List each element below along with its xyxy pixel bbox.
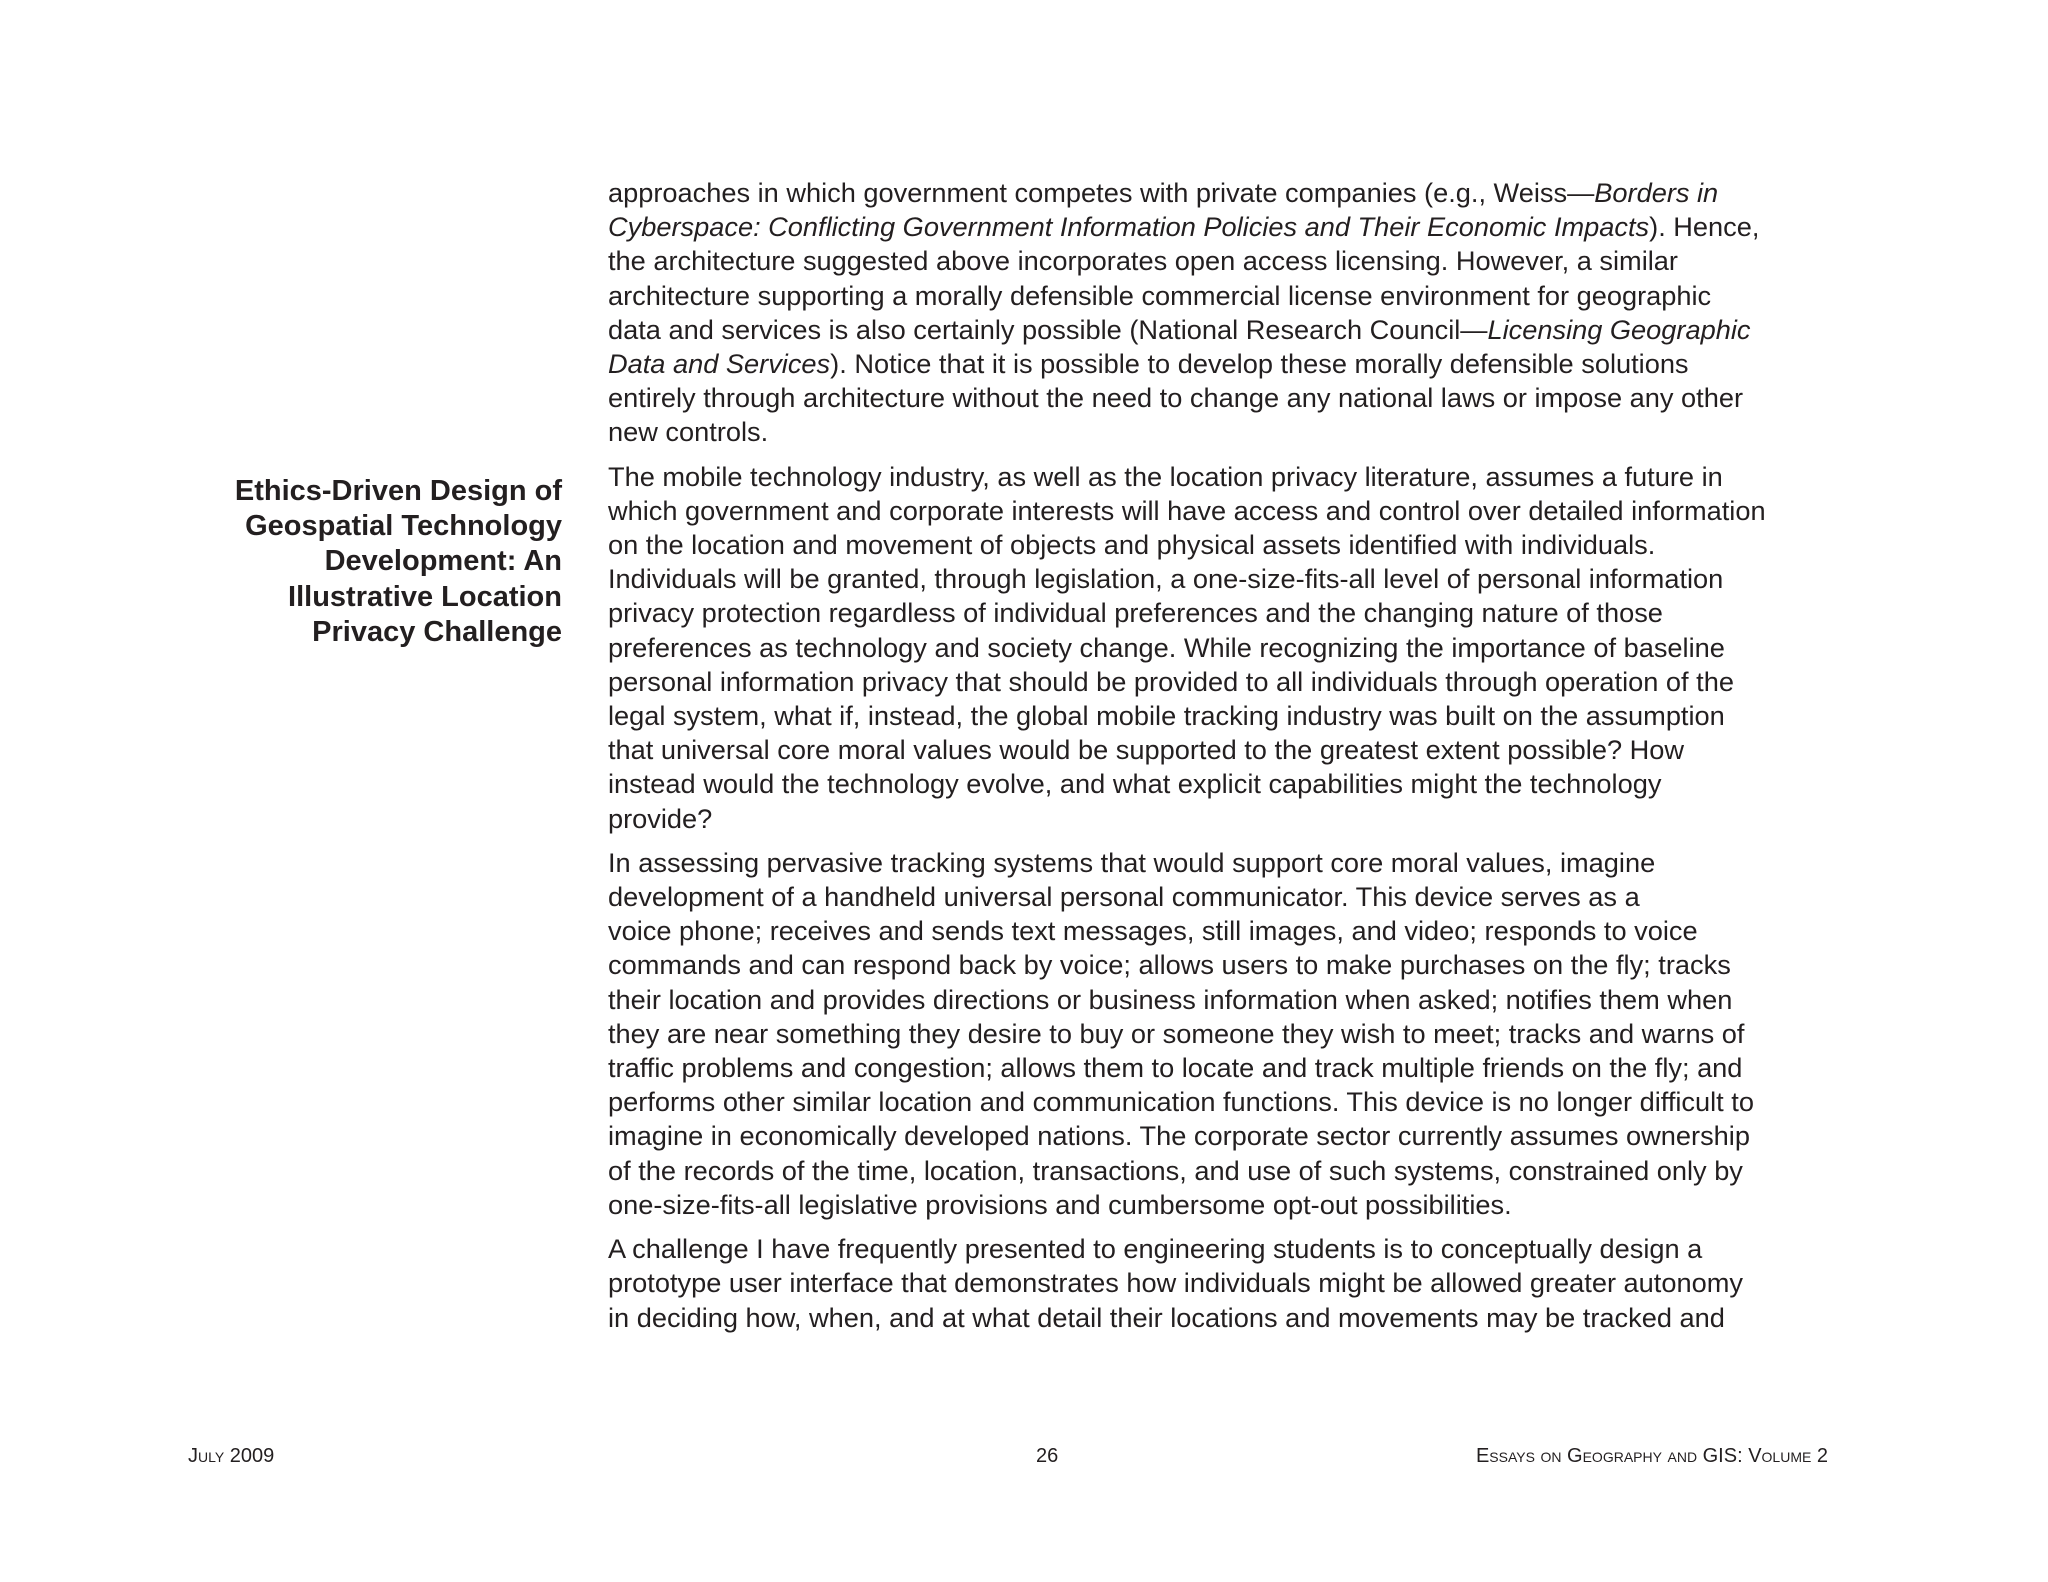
italic-title: Borders in [1594, 177, 1719, 208]
text-line: traffic problems and congestion; allows them to locate and track multiple friends on the fly; and [608, 1052, 1743, 1084]
text-span: ). Notice that it is possible to develop these morally defensible solutions [830, 348, 1689, 380]
text-span: data and services is also certainly possible (National Research Council— [608, 313, 1488, 345]
text-line: architecture supporting a morally defensible commercial license environment for geographic [608, 279, 1712, 311]
text-line: entirely through architecture without the need to change any national laws or impose any other [608, 382, 1744, 414]
section-heading [150, 474, 562, 650]
text-line: that universal core moral values would be supported to the greatest extent possible? How [608, 734, 1685, 766]
italic-title: Cyberspace: Conflicting Government Information Policies and Their Economic Impacts [608, 211, 1650, 243]
text-line: prototype user interface that demonstrates how individuals might be allowed greater autonomy [608, 1267, 1743, 1299]
text-line: In assessing pervasive tracking systems that would support core moral values, imagine [608, 846, 1656, 878]
paragraph-4 [608, 1232, 1832, 1335]
text-line: preferences as technology and society change. While recognizing the importance of baseline [608, 631, 1725, 663]
text-line: the architecture suggested above incorporates open access licensing. However, a similar [608, 245, 1678, 277]
text-line: privacy protection regardless of individual preferences and the changing nature of those [608, 597, 1663, 629]
text-line: new controls. [608, 416, 769, 448]
section-heading-line: Development: An [324, 545, 562, 578]
text-line: instead would the technology evolve, and what explicit capabilities might the technology [608, 768, 1662, 800]
text-span: approaches in which government competes with private companies (e.g., Weiss— [608, 177, 1595, 208]
italic-title: Data and Services [608, 348, 831, 380]
text-line: The mobile technology industry, as well as the location privacy literature, assumes a future in [608, 460, 1723, 492]
text-line: imagine in economically developed nations. The corporate sector currently assumes ownership [608, 1120, 1750, 1152]
text-line: in deciding how, when, and at what detail their locations and movements may be tracked and [608, 1301, 1725, 1333]
paragraph-3 [608, 846, 1832, 1222]
text-line [608, 314, 1750, 345]
text-span: ). Hence, [1649, 211, 1760, 243]
text-line: voice phone; receives and sends text messages, still images, and video; responds to voice [608, 915, 1698, 947]
text-line: on the location and movement of objects and physical assets identified with individuals. [608, 529, 1656, 561]
footer-date: July 2009 [188, 1445, 275, 1467]
body-text [608, 176, 1832, 1335]
text-line: they are near something they desire to buy or someone they wish to meet; tracks and warns of [608, 1017, 1745, 1049]
text-line [608, 211, 1759, 242]
section-heading-line: Ethics-Driven Design of [234, 475, 562, 507]
paragraph-1 [608, 176, 1832, 450]
section-heading-line: Privacy Challenge [312, 615, 562, 648]
text-line: which government and corporate interests will have access and control over detailed information [608, 494, 1766, 526]
text-line: commands and can respond back by voice; allows users to make purchases on the fly; tracks [608, 949, 1731, 981]
text-line: personal information privacy that should be provided to all individuals through operation of the [608, 665, 1734, 697]
text-line [608, 177, 1718, 208]
section-heading-line: Geospatial Technology [245, 510, 562, 543]
footer-publication-title: Essays on Geography and GIS: Volume 2 [1475, 1445, 1828, 1467]
text-line: of the records of the time, location, transactions, and use of such systems, constrained only by [608, 1154, 1743, 1186]
page-number: 26 [1036, 1445, 1059, 1467]
text-line: A challenge I have frequently presented to engineering students is to conceptually design a [608, 1233, 1703, 1265]
text-line: development of a handheld universal personal communicator. This device serves as a [608, 881, 1640, 913]
text-line: performs other similar location and communication functions. This device is no longer difficult to [608, 1086, 1754, 1118]
italic-title: Licensing Geographic [1487, 313, 1751, 345]
text-line [608, 348, 1689, 379]
text-line: legal system, what if, instead, the global mobile tracking industry was built on the assumption [608, 700, 1725, 732]
text-line: Individuals will be granted, through legislation, a one-size-fits-all level of personal information [608, 563, 1724, 595]
paragraph-2 [608, 460, 1832, 836]
text-line: their location and provides directions or business information when asked; notifies them when [608, 983, 1733, 1015]
text-line: one-size-fits-all legislative provisions and cumbersome opt-out possibilities. [608, 1188, 1512, 1220]
section-heading-line: Illustrative Location [288, 580, 562, 613]
text-line: provide? [608, 802, 713, 834]
